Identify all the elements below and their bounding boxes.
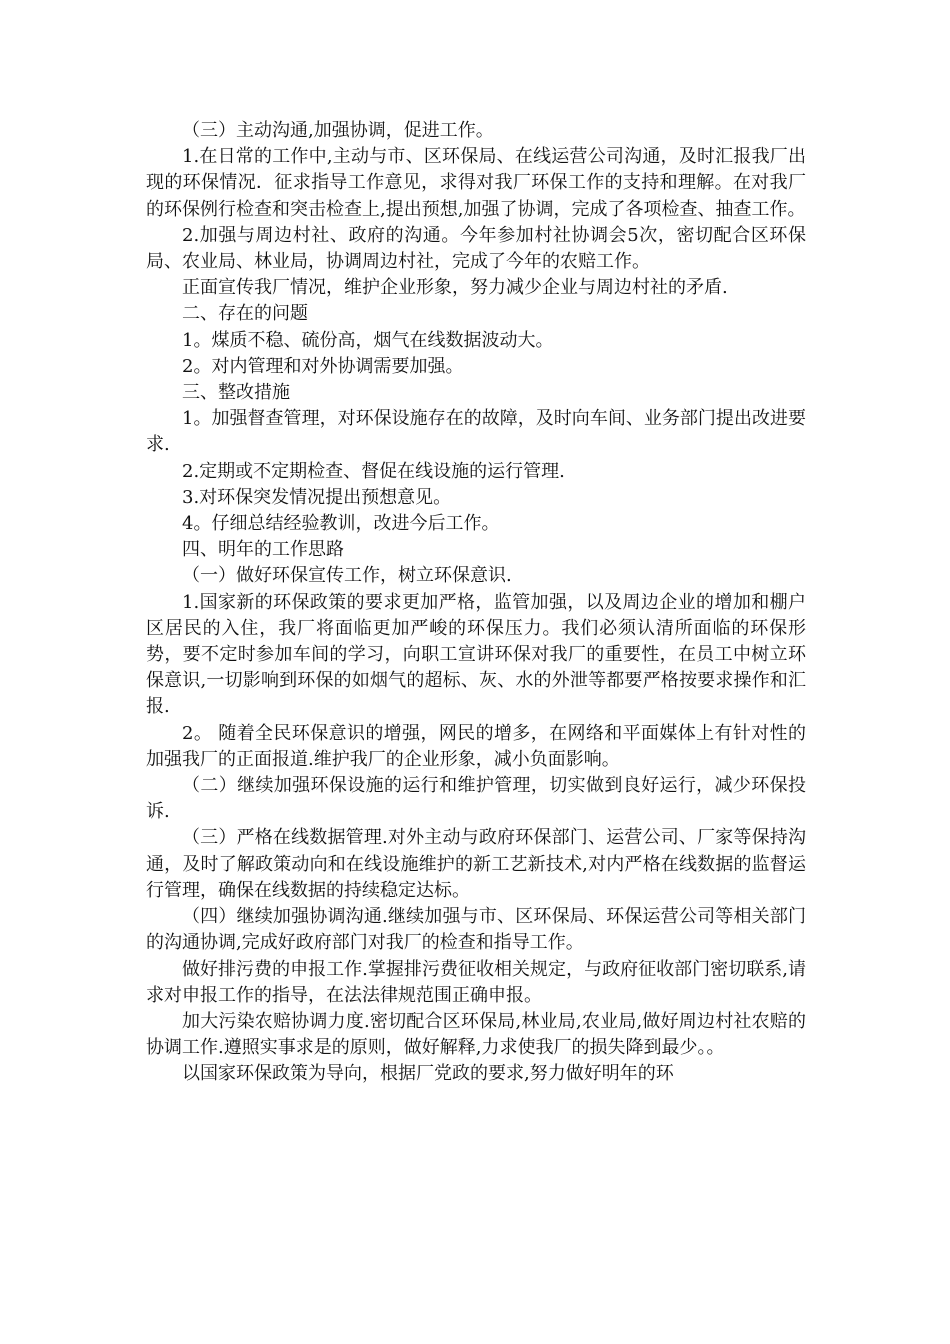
paragraph: 1.在日常的工作中,主动与市、区环保局、在线运营公司沟通，及时汇报我厂出现的环保情况．征求指导工作意见，求得对我厂环保工作的支持和理解。在对我厂的环保例行检查和突击检查上,提出预想,加强了协调，完成了各项检查、抽查工作。 xyxy=(146,146,806,220)
section-heading: 四、明年的工作思路 xyxy=(182,539,344,561)
paragraph: 4。仔细总结经验教训，改进今后工作。 xyxy=(182,513,500,535)
section-heading: 三、整改措施 xyxy=(182,382,290,404)
paragraph: 3.对环保突发情况提出预想意见。 xyxy=(182,486,452,508)
paragraph: （三）主动沟通,加强协调，促进工作。 xyxy=(182,120,494,141)
paragraph: 加大污染农赔协调力度.密切配合区环保局,林业局,农业局,做好周边村社农赔的协调工作.遵照实事求是的原则，做好解释,力求使我厂的损失降到最少。。 xyxy=(146,1010,806,1059)
paragraph: 2.定期或不定期检查、督促在线设施的运行管理. xyxy=(182,460,565,482)
paragraph: 做好排污费的申报工作.掌握排污费征收相关规定，与政府征收部门密切联系,请求对申报工作的指导，在法法律规范围正确申报。 xyxy=(146,958,806,1006)
paragraph: 1。加强督查管理，对环保设施存在的故障，及时向车间、业务部门提出改进要求. xyxy=(146,408,806,456)
paragraph: 2.加强与周边村社、政府的沟通。今年参加村社协调会5次，密切配合区环保局、农业局、林业局，协调周边村社，完成了今年的农赔工作。 xyxy=(146,224,806,273)
paragraph: 2。对内管理和对外协调需要加强。 xyxy=(182,355,464,377)
section-heading: 二、存在的问题 xyxy=(182,303,308,325)
paragraph: （一）做好环保宣传工作，树立环保意识. xyxy=(182,565,512,587)
paragraph: 1。煤质不稳、硫份高，烟气在线数据波动大。 xyxy=(182,329,554,351)
document-body xyxy=(146,118,806,1088)
paragraph: （四）继续加强协调沟通.继续加强与市、区环保局、环保运营公司等相关部门的沟通协调,完成好政府部门对我厂的检查和指导工作。 xyxy=(146,906,806,954)
paragraph: 2。 随着全民环保意识的增强，网民的增多，在网络和平面媒体上有针对性的加强我厂的正面报道.维护我厂的企业形象，减小负面影响。 xyxy=(146,722,806,770)
paragraph: 以国家环保政策为导向，根据厂党政的要求,努力做好明年的环 xyxy=(182,1063,674,1085)
paragraph: 1.国家新的环保政策的要求更加严格，监管加强，以及周边企业的增加和棚户区居民的入住，我厂将面临更加严峻的环保压力。我们必须认清所面临的环保形势，要不定时参加车间的学习，向职工宣讲环保对我厂的重要性，在员工中树立环保意识,一切影响到环保的如烟气的超标、灰、水的外泄等都要严格按要求操作和汇报. xyxy=(146,591,806,718)
paragraph: （三）严格在线数据管理.对外主动与政府环保部门、运营公司、厂家等保持沟通，及时了解政策动向和在线设施维护的新工艺新技术,对内严格在线数据的监督运行管理，确保在线数据的持续稳定达标。 xyxy=(146,827,806,901)
paragraph: （二）继续加强环保设施的运行和维护管理，切实做到良好运行，减少环保投诉. xyxy=(146,775,806,823)
paragraph: 正面宣传我厂情况，维护企业形象，努力减少企业与周边村社的矛盾. xyxy=(182,277,728,299)
